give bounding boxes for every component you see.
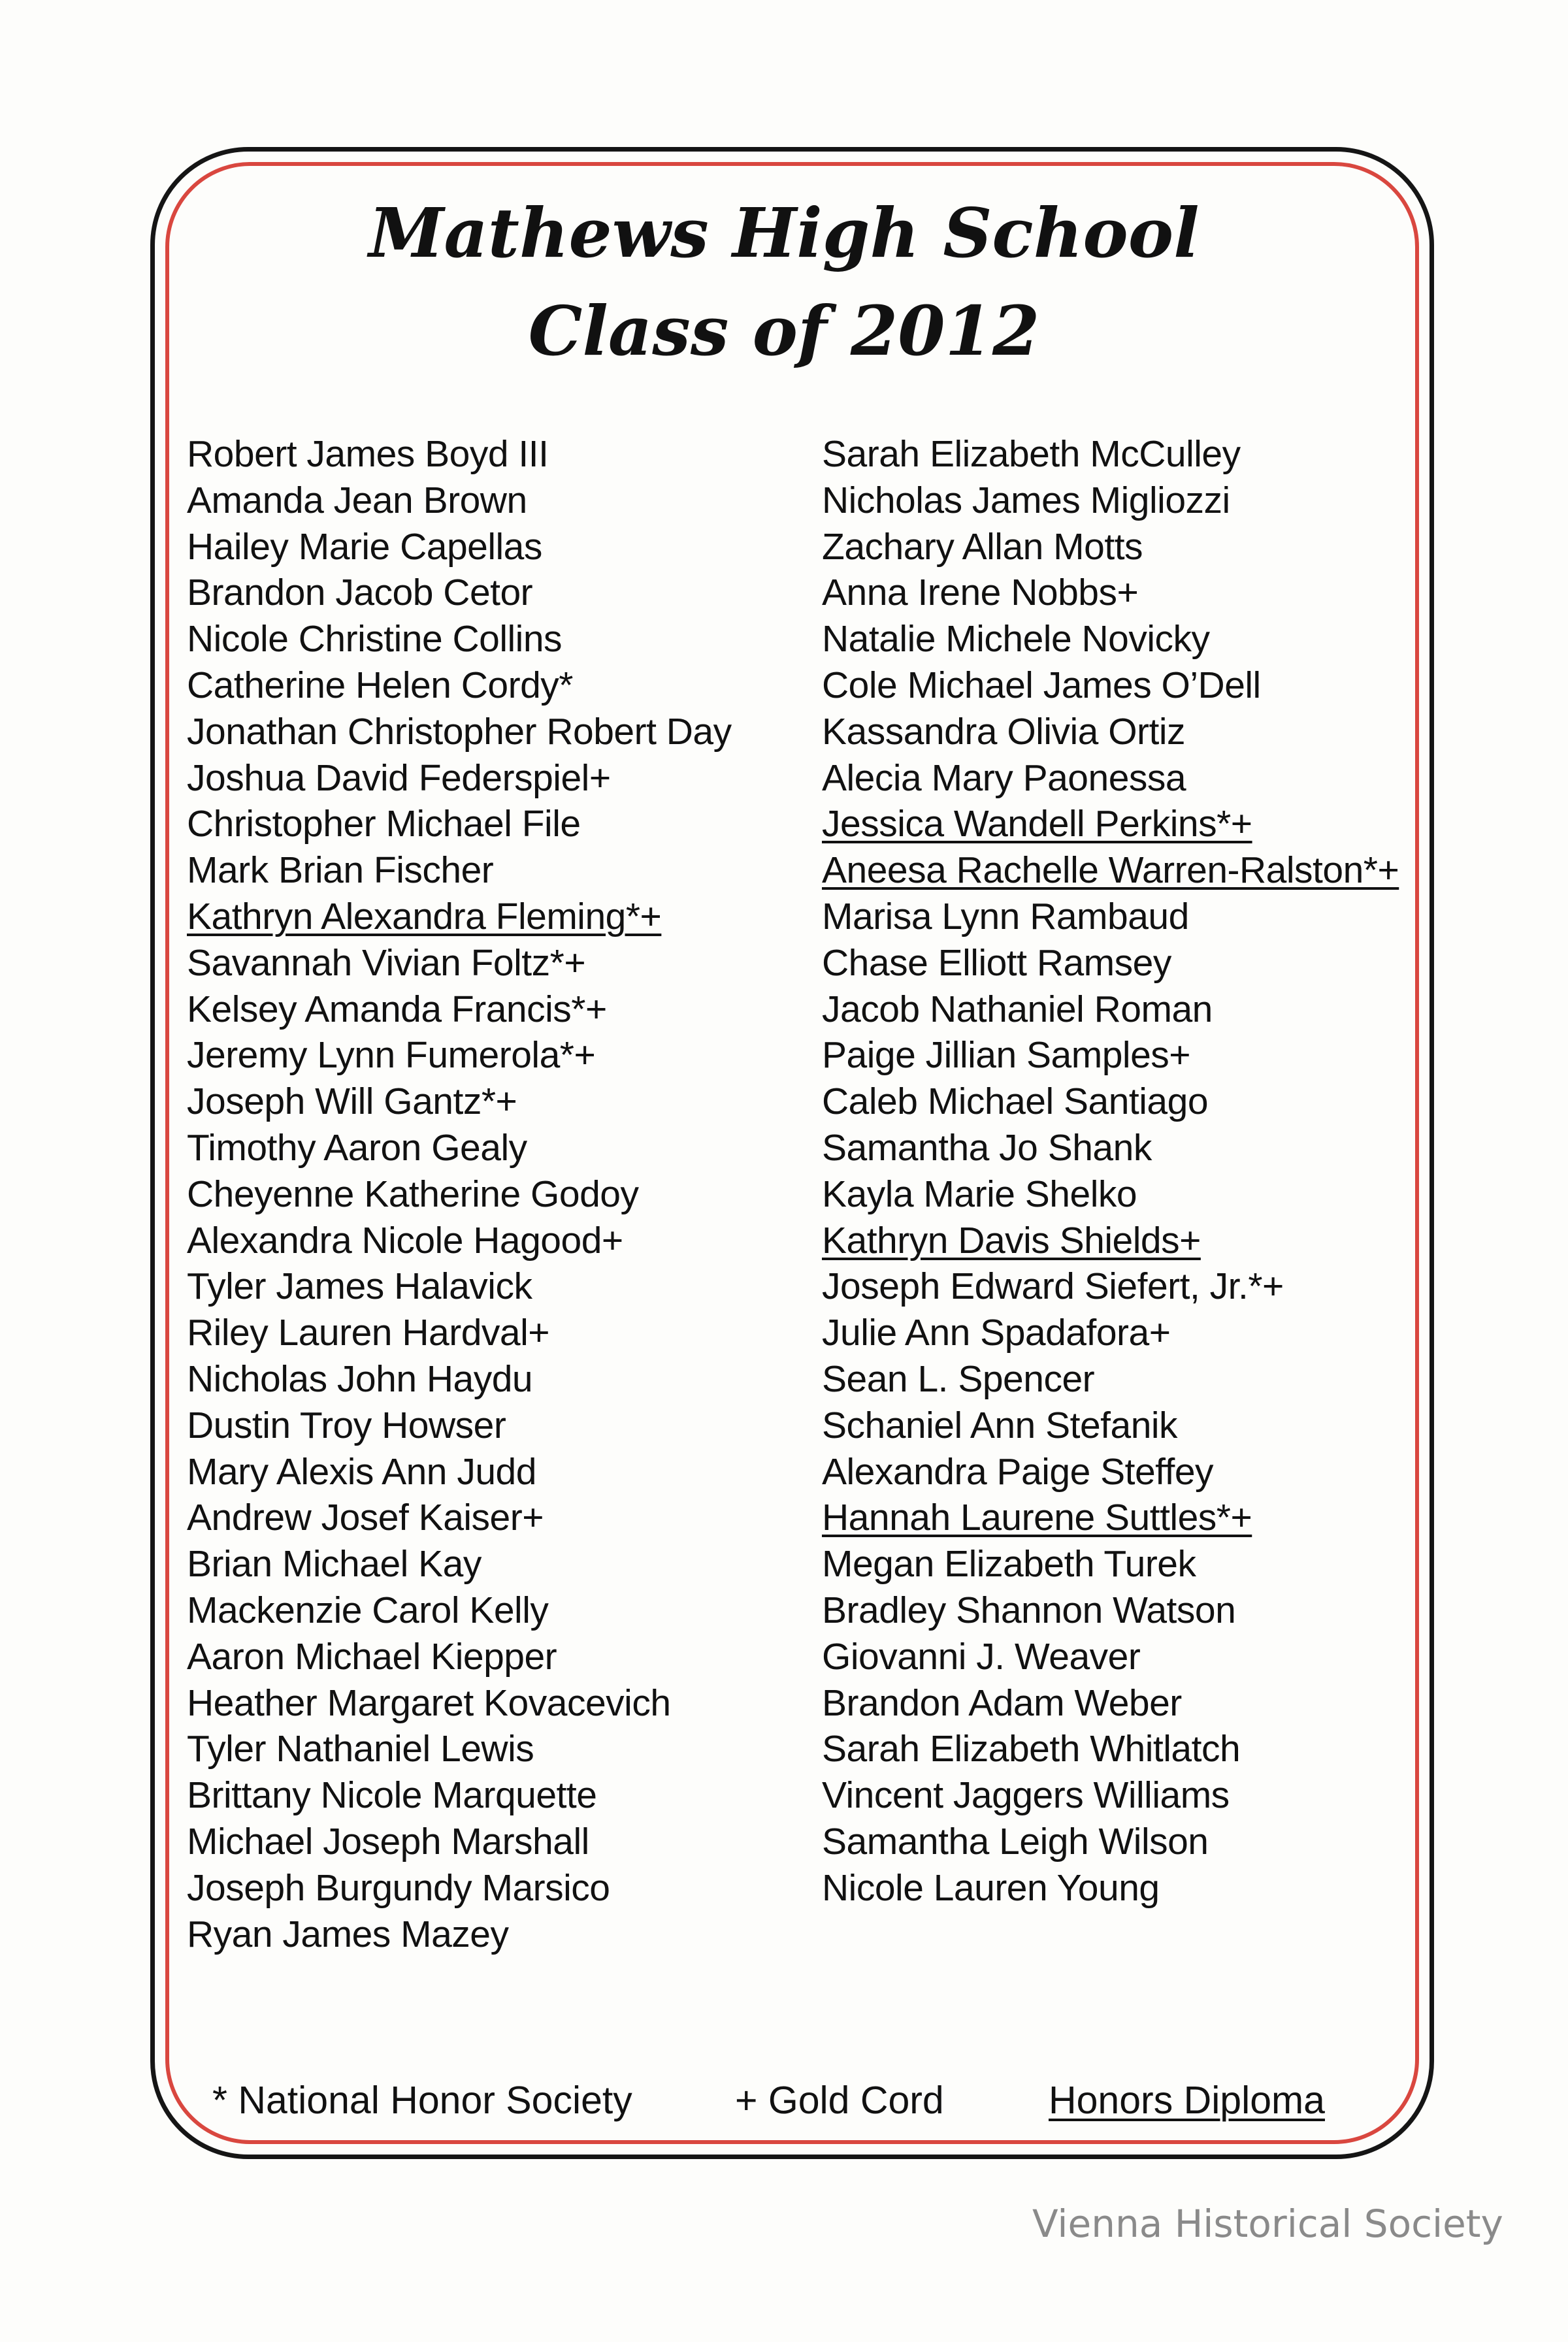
graduate-name-text: Hannah Laurene Suttles*+ — [822, 1497, 1252, 1539]
graduate-name-text: Robert James Boyd III — [187, 433, 549, 475]
graduate-name-text: Timothy Aaron Gealy — [187, 1126, 527, 1169]
graduate-name-text: Jacob Nathaniel Roman — [822, 988, 1213, 1030]
graduate-name-text: Julie Ann Spadafora+ — [822, 1312, 1171, 1354]
graduate-name-text: Samantha Leigh Wilson — [822, 1820, 1209, 1862]
graduate-name-text: Bradley Shannon Watson — [822, 1589, 1236, 1631]
graduate-name — [822, 1819, 1429, 1865]
graduate-name-text: Paige Jillian Samples+ — [822, 1034, 1191, 1077]
graduate-name-text: Brandon Jacob Cetor — [187, 572, 533, 614]
graduate-name-text: Catherine Helen Cordy* — [187, 664, 573, 706]
graduate-name — [187, 570, 814, 616]
graduate-name — [822, 940, 1429, 986]
graduate-name — [822, 1218, 1429, 1264]
graduate-name-text: Tyler James Halavick — [187, 1265, 532, 1308]
graduate-name-text: Christopher Michael File — [187, 803, 581, 845]
class-year-title: Class of 2012 — [528, 291, 1040, 371]
graduate-name — [822, 986, 1429, 1033]
graduate-name — [187, 1819, 814, 1865]
graduate-name — [187, 478, 814, 524]
graduate-name — [187, 1541, 814, 1587]
graduate-name-text: Brittany Nicole Marquette — [187, 1774, 597, 1817]
graduate-name — [822, 1865, 1429, 1911]
graduate-name — [822, 431, 1429, 478]
graduate-name — [822, 1587, 1429, 1634]
graduate-name-text: Brandon Adam Weber — [822, 1682, 1182, 1724]
graduate-name — [187, 940, 814, 986]
graduate-name — [187, 1449, 814, 1495]
graduate-name — [822, 709, 1429, 755]
graduate-name-text: Joseph Edward Siefert, Jr.*+ — [822, 1265, 1284, 1308]
graduate-name-text: Marisa Lynn Rambaud — [822, 895, 1189, 937]
graduate-name-text: Schaniel Ann Stefanik — [822, 1404, 1178, 1446]
graduate-name — [187, 1495, 814, 1541]
graduate-name-text: Chase Elliott Ramsey — [822, 941, 1171, 984]
graduate-name-text: Tyler Nathaniel Lewis — [187, 1728, 534, 1770]
graduate-name-text: Sarah Elizabeth McCulley — [822, 433, 1241, 475]
graduate-name-text: Dustin Troy Howser — [187, 1404, 506, 1446]
graduate-name — [822, 894, 1429, 940]
graduate-name-text: Aaron Michael Kiepper — [187, 1635, 557, 1678]
graduate-name — [822, 1726, 1429, 1772]
graduate-name — [822, 1449, 1429, 1495]
graduate-name-text: Cole Michael James O’Dell — [822, 664, 1261, 706]
graduate-name-text: Amanda Jean Brown — [187, 479, 527, 521]
graduate-name-text: Aneesa Rachelle Warren-Ralston*+ — [822, 849, 1399, 892]
graduate-name-text: Alecia Mary Paonessa — [822, 756, 1186, 799]
graduate-name-text: Kassandra Olivia Ortiz — [822, 710, 1186, 753]
graduate-name-text: Megan Elizabeth Turek — [822, 1543, 1196, 1586]
graduate-name-text: Jeremy Lynn Fumerola*+ — [187, 1034, 596, 1077]
graduate-name-text: Mary Alexis Ann Judd — [187, 1450, 536, 1493]
graduate-name-text: Jessica Wandell Perkins*+ — [822, 803, 1252, 845]
graduate-name-text: Nicholas James Migliozzi — [822, 479, 1230, 521]
graduate-name-text: Ryan James Mazey — [187, 1913, 509, 1955]
graduate-name — [187, 1310, 814, 1356]
graduate-name-text: Savannah Vivian Foltz*+ — [187, 941, 586, 984]
graduate-name — [187, 662, 814, 709]
watermark: Vienna Historical Society — [1032, 2202, 1503, 2246]
graduate-name-text: Joseph Burgundy Marsico — [187, 1866, 610, 1909]
graduate-name-text: Caleb Michael Santiago — [822, 1081, 1209, 1123]
graduate-name-text: Andrew Josef Kaiser+ — [187, 1497, 544, 1539]
graduate-name — [187, 709, 814, 755]
graduate-name — [187, 894, 814, 940]
school-title: Mathews High School — [368, 193, 1200, 273]
graduate-name — [822, 1772, 1429, 1819]
legend-honors-diploma: Honors Diploma — [1049, 2079, 1325, 2122]
graduate-name — [187, 1218, 814, 1264]
graduate-name — [822, 1634, 1429, 1680]
graduate-name — [822, 1680, 1429, 1727]
graduate-list-left — [187, 431, 814, 1957]
graduate-name — [822, 1403, 1429, 1449]
graduate-name — [187, 1171, 814, 1218]
graduate-name-text: Mackenzie Carol Kelly — [187, 1589, 549, 1631]
graduate-name — [187, 1911, 814, 1958]
graduate-name — [187, 524, 814, 570]
graduate-name — [822, 616, 1429, 662]
graduate-name-text: Sean L. Spencer — [822, 1358, 1095, 1400]
graduate-name-text: Alexandra Paige Steffey — [822, 1450, 1214, 1493]
graduate-name — [187, 1680, 814, 1727]
graduate-name — [822, 847, 1429, 894]
graduate-name-text: Cheyenne Katherine Godoy — [187, 1173, 639, 1215]
graduate-name — [187, 755, 814, 802]
graduate-name — [187, 1125, 814, 1171]
graduate-name-text: Nicole Christine Collins — [187, 618, 563, 660]
graduate-name-text: Michael Joseph Marshall — [187, 1820, 589, 1862]
graduate-name — [822, 1125, 1429, 1171]
graduate-name — [822, 1171, 1429, 1218]
legend-gold-cord: + Gold Cord — [735, 2079, 944, 2122]
graduate-name — [187, 1032, 814, 1079]
graduate-name — [187, 1403, 814, 1449]
graduate-name-text: Vincent Jaggers Williams — [822, 1774, 1230, 1817]
graduate-name-text: Natalie Michele Novicky — [822, 618, 1210, 660]
graduate-name-text: Nicole Lauren Young — [822, 1866, 1160, 1909]
graduate-list-right — [822, 431, 1429, 1911]
graduate-name — [187, 1587, 814, 1634]
graduate-name-text: Sarah Elizabeth Whitlatch — [822, 1728, 1241, 1770]
graduate-name-text: Joseph Will Gantz*+ — [187, 1081, 517, 1123]
graduate-name — [187, 1263, 814, 1310]
graduate-name-text: Kelsey Amanda Francis*+ — [187, 988, 607, 1030]
graduate-name-text: Heather Margaret Kovacevich — [187, 1682, 671, 1724]
graduate-name-text: Zachary Allan Motts — [822, 525, 1143, 568]
graduate-name — [822, 570, 1429, 616]
graduate-name-text: Kayla Marie Shelko — [822, 1173, 1137, 1215]
graduate-name — [187, 801, 814, 847]
graduate-name — [822, 801, 1429, 847]
graduate-name — [187, 1772, 814, 1819]
graduate-name-text: Alexandra Nicole Hagood+ — [187, 1219, 623, 1261]
graduate-name-text: Nicholas John Haydu — [187, 1358, 533, 1400]
graduate-name — [822, 478, 1429, 524]
graduate-name — [187, 847, 814, 894]
graduate-name-text: Riley Lauren Hardval+ — [187, 1312, 550, 1354]
graduate-name-text: Anna Irene Nobbs+ — [822, 572, 1139, 614]
graduate-name — [822, 1356, 1429, 1403]
graduate-name — [187, 1356, 814, 1403]
graduate-name — [187, 1726, 814, 1772]
graduate-name-text: Joshua David Federspiel+ — [187, 756, 611, 799]
graduate-name — [187, 1634, 814, 1680]
graduate-name — [822, 1263, 1429, 1310]
graduate-name — [822, 755, 1429, 802]
graduate-name-text: Jonathan Christopher Robert Day — [187, 710, 732, 753]
graduate-name-text: Kathryn Davis Shields+ — [822, 1219, 1201, 1261]
graduate-name — [187, 986, 814, 1033]
graduate-name-text: Giovanni J. Weaver — [822, 1635, 1141, 1678]
graduate-name-text: Kathryn Alexandra Fleming*+ — [187, 895, 662, 937]
graduate-name — [822, 1032, 1429, 1079]
graduate-name — [822, 1310, 1429, 1356]
graduate-name-text: Mark Brian Fischer — [187, 849, 494, 892]
graduate-name — [822, 1079, 1429, 1125]
graduate-name — [187, 616, 814, 662]
graduate-name — [187, 1865, 814, 1911]
graduate-name — [822, 662, 1429, 709]
graduate-name — [187, 1079, 814, 1125]
graduate-name — [187, 431, 814, 478]
graduate-name — [822, 1495, 1429, 1541]
graduate-name-text: Samantha Jo Shank — [822, 1126, 1152, 1169]
graduate-name-text: Brian Michael Kay — [187, 1543, 482, 1586]
graduate-name — [822, 1541, 1429, 1587]
graduate-name-text: Hailey Marie Capellas — [187, 525, 542, 568]
legend-national-honor-society: * National Honor Society — [212, 2079, 632, 2122]
graduate-name — [822, 524, 1429, 570]
